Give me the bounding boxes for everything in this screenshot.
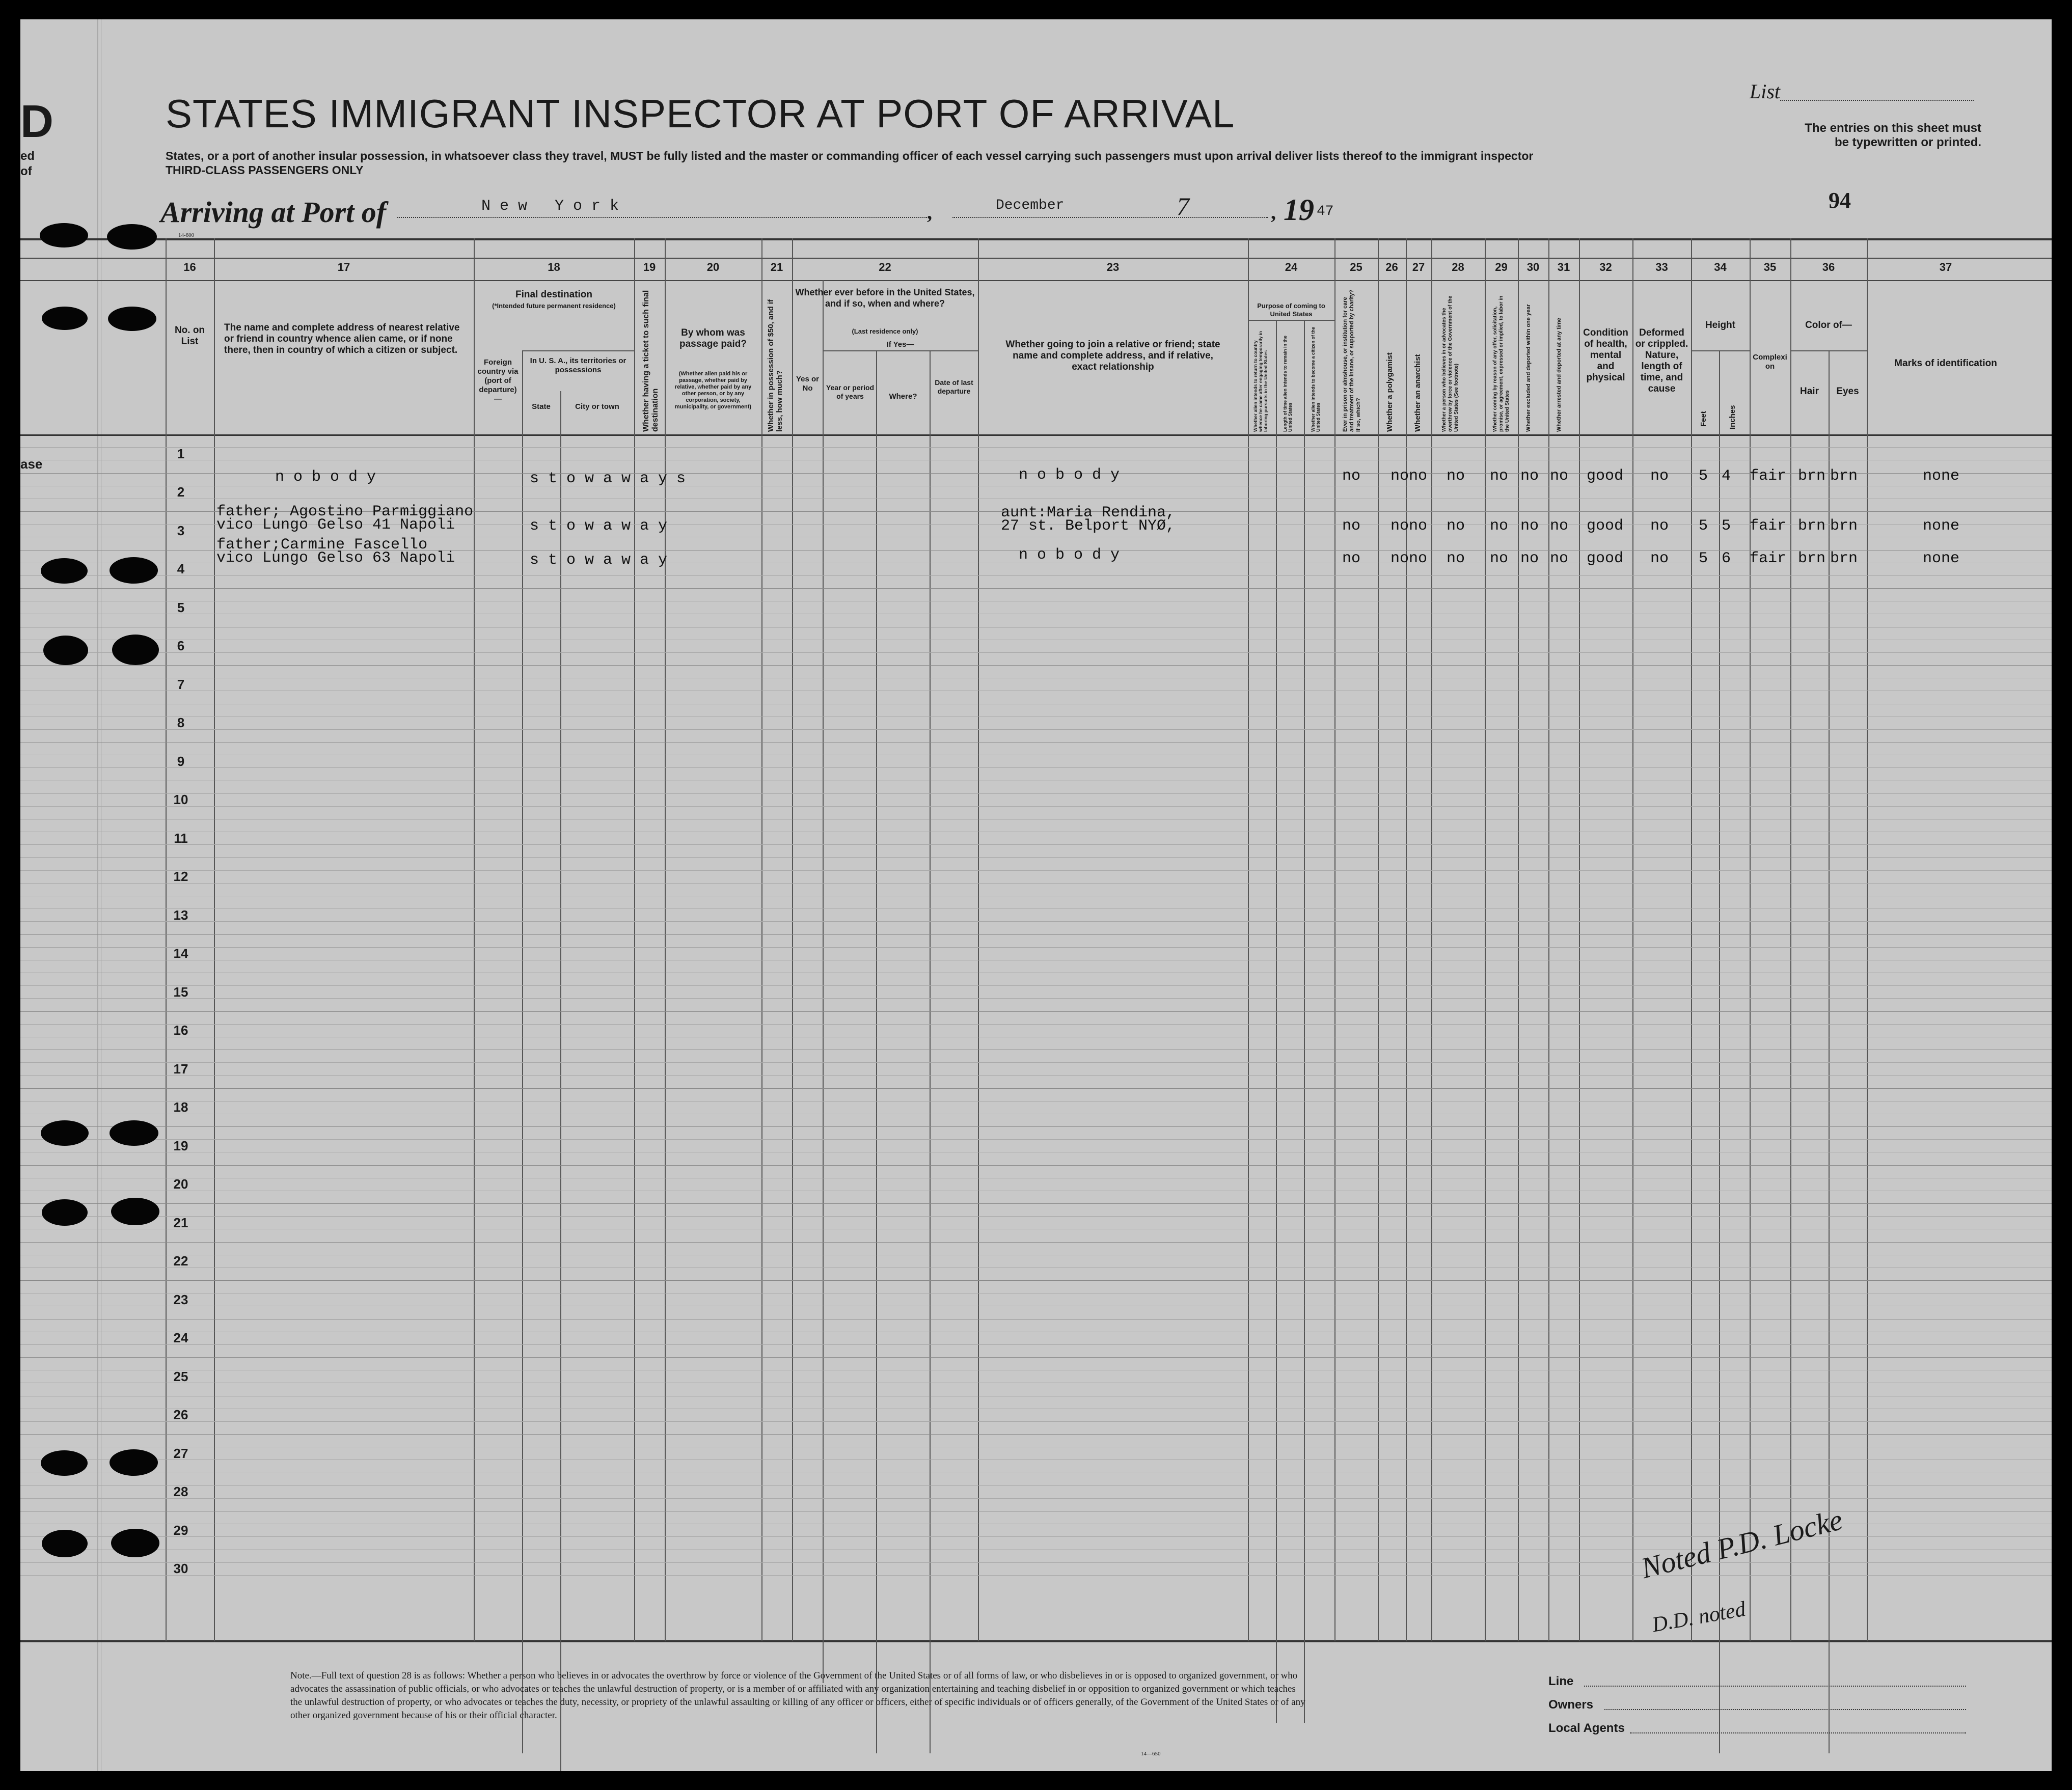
- row-number: 11: [174, 830, 188, 846]
- row-subruling: [20, 1075, 2052, 1076]
- row2-feet: 5: [1699, 517, 1708, 535]
- row2-relative: father; Agostino Parmiggiano: [216, 503, 474, 520]
- row3-feet: 5: [1699, 550, 1708, 567]
- colnum-27: 27: [1412, 261, 1425, 273]
- row1-complexion: fair: [1750, 467, 1787, 485]
- row1-c25: no: [1342, 467, 1361, 485]
- header-date-departure: Date of last departure: [935, 378, 973, 395]
- row-subruling: [20, 447, 2052, 448]
- row2-join-address: 27 st. Belport NYØ,: [1001, 517, 1176, 535]
- colnum-34: 34: [1714, 261, 1727, 273]
- row3-c25: no: [1342, 550, 1361, 567]
- row3-c28: no: [1447, 550, 1465, 567]
- local-agents-field: [1630, 1732, 1966, 1733]
- col-line: [1334, 238, 1335, 1641]
- row-number: 30: [173, 1561, 188, 1577]
- row1-health: good: [1587, 467, 1624, 485]
- punch-hole: [112, 635, 159, 665]
- row-subruling: [20, 652, 2052, 653]
- owners-field: [1604, 1709, 1966, 1710]
- header-offer-labor: Whether coming by reason of any offer, solicitation, promise, or agreement, expressed or implied, to labor in the United States: [1492, 295, 1510, 432]
- punch-hole: [41, 1120, 89, 1146]
- table-top-rule: [20, 238, 2052, 240]
- row1-c31: no: [1550, 467, 1569, 485]
- col-line: [1406, 238, 1407, 1641]
- row3-complexion: fair: [1750, 550, 1787, 567]
- column-head-top-rule: [20, 280, 2052, 281]
- col-line: [1431, 238, 1432, 1641]
- port-value: N e w Y o r k: [481, 198, 619, 215]
- row2-c25: no: [1342, 517, 1361, 535]
- row1-eyes: brn: [1830, 467, 1858, 485]
- entries-note-line-1: The entries on this sheet must: [1805, 121, 1981, 135]
- header-height: Height: [1705, 320, 1736, 331]
- header-purpose-a: Whether alien intends to return to country whence he came after engaging temporarily in laboring pursuits in the United States: [1253, 331, 1268, 432]
- row1-c29: no: [1490, 467, 1509, 485]
- header-by-whom: By whom was passage paid?: [679, 327, 747, 349]
- row1-destination: s t o w a w a y s: [530, 470, 686, 487]
- row2-deformed: no: [1650, 517, 1669, 535]
- header-subline-2: THIRD-CLASS PASSENGERS ONLY: [166, 163, 364, 177]
- row-number: 6: [177, 638, 185, 654]
- row2-relative-address: vico Lungo Gelso 41 Napoli: [216, 516, 455, 534]
- month-value: December: [996, 198, 1065, 213]
- header-inches: Inches: [1728, 405, 1737, 429]
- row-number: 12: [173, 869, 188, 885]
- header-ever-before: Whether ever before in the United States, and if so, when and where?: [795, 287, 975, 309]
- row-subruling: [20, 844, 2052, 845]
- row-number: 24: [173, 1330, 188, 1346]
- row2-c26: nono: [1391, 517, 1428, 535]
- punch-hole: [110, 1120, 158, 1146]
- row3-c30: no: [1520, 550, 1539, 567]
- row-subruling: [20, 729, 2052, 730]
- colnum-17: 17: [337, 261, 350, 273]
- row3-deformed: no: [1650, 550, 1669, 567]
- c36-sub-rule: [1790, 350, 1867, 351]
- header-hair: Hair: [1800, 386, 1819, 397]
- row-subruling: [20, 947, 2052, 948]
- manifest-table: [20, 238, 2052, 1649]
- row-subruling: [20, 870, 2052, 871]
- header-complexion: Complexion: [1753, 353, 1787, 371]
- row-ruling: [20, 1126, 2052, 1127]
- row-number: 7: [177, 676, 185, 692]
- colnum-36: 36: [1822, 261, 1835, 273]
- row-number: 4: [177, 561, 185, 577]
- row3-c31: no: [1550, 550, 1569, 567]
- c18-sub-rule: [522, 350, 634, 351]
- punch-hole: [42, 1530, 88, 1557]
- year-prefix: 19: [1284, 193, 1314, 227]
- colnum-24: 24: [1285, 261, 1298, 273]
- row1-c28: no: [1447, 467, 1465, 485]
- row-number: 8: [177, 715, 185, 731]
- row-number: 25: [173, 1368, 188, 1384]
- header-feet: Feet: [1699, 411, 1708, 427]
- header-color-of: Color of—: [1805, 320, 1852, 331]
- row1-relative: n o b o d y: [275, 469, 376, 486]
- row1-marks: none: [1923, 467, 1960, 485]
- row-subruling: [20, 767, 2052, 768]
- punch-hole: [110, 1449, 158, 1476]
- row-number: 27: [173, 1445, 188, 1461]
- col-line: [1518, 238, 1519, 1641]
- day-value: 7: [1177, 192, 1189, 221]
- row3-hair: brn: [1798, 550, 1826, 567]
- row-number: 19: [173, 1138, 188, 1153]
- row-number: 5: [177, 599, 185, 615]
- header-bottom-rule: [20, 434, 2052, 436]
- row-subruling: [20, 1344, 2052, 1345]
- row-subruling: [20, 1139, 2052, 1140]
- owners-label: Owners: [1548, 1698, 1594, 1712]
- row-number: 22: [173, 1253, 188, 1269]
- row-ruling: [20, 1165, 2052, 1166]
- col-line: [1867, 238, 1868, 1641]
- row-number: 21: [173, 1215, 188, 1230]
- header-50-dollars: Whether in possession of $50, and if less, how much?: [767, 299, 784, 432]
- punch-hole: [111, 1529, 159, 1557]
- date-comma: ,: [1271, 201, 1276, 224]
- row2-c30: no: [1520, 517, 1539, 535]
- row-ruling: [20, 1242, 2052, 1243]
- header-no-on-list: No. on List: [174, 325, 205, 347]
- date-line: [952, 217, 1268, 218]
- colnum-35: 35: [1763, 261, 1777, 273]
- row-number: 15: [173, 984, 188, 1000]
- row2-complexion: fair: [1750, 517, 1787, 535]
- c34-sub-rule: [1691, 350, 1750, 351]
- page-number: 94: [1829, 188, 1851, 213]
- line-label: Line: [1548, 1674, 1574, 1688]
- punch-hole: [41, 1450, 88, 1476]
- row-subruling: [20, 1575, 2052, 1576]
- header-year-period: Year or period of years: [826, 383, 875, 400]
- col-line: [665, 238, 666, 1641]
- column-number-rule: [20, 258, 2052, 259]
- col-line: [930, 350, 931, 1753]
- arriving-label: Arriving at Port of: [160, 196, 387, 229]
- row-number: 23: [173, 1291, 188, 1307]
- punch-hole: [42, 307, 88, 330]
- header-ticket: Whether having a ticket to such final destination: [642, 290, 660, 432]
- row-number: 2: [177, 484, 185, 500]
- port-line: [397, 217, 927, 218]
- row-ruling: [20, 1088, 2052, 1089]
- row2-hair: brn: [1798, 517, 1826, 535]
- form-number: 14—650: [1141, 1751, 1161, 1757]
- row-number: 29: [173, 1522, 188, 1538]
- row2-c28: no: [1447, 517, 1465, 535]
- row3-marks: none: [1923, 550, 1960, 567]
- row3-relative: father;Carmine Fascello: [216, 536, 428, 554]
- row-ruling: [20, 1434, 2052, 1435]
- header-overthrow: Whether a person who believes in or advocates the overthrow by force or violence of the Government of the United States (See footnote): [1441, 295, 1459, 432]
- row-subruling: [20, 1459, 2052, 1460]
- col-line: [1790, 238, 1791, 1641]
- entries-note-line-2: be typewritten or printed.: [1834, 135, 1981, 149]
- row-subruling: [20, 1024, 2052, 1025]
- row-subruling: [20, 883, 2052, 884]
- row-number: 17: [173, 1061, 188, 1077]
- row-subruling: [20, 1421, 2052, 1422]
- manifest-sheet: [20, 19, 2052, 1771]
- col-line: [1276, 320, 1277, 1723]
- row-ruling: [20, 1280, 2052, 1281]
- header-if-yes: If Yes—: [886, 340, 914, 349]
- row-number: 26: [173, 1407, 188, 1423]
- row-subruling: [20, 1562, 2052, 1563]
- colnum-28: 28: [1452, 261, 1464, 273]
- corner-ref: 14-600: [178, 232, 195, 238]
- row3-destination: s t o w a w a y: [530, 552, 668, 569]
- left-edge-letter: D: [20, 96, 53, 147]
- row3-inches: 6: [1722, 550, 1731, 567]
- row-number: 16: [173, 1023, 188, 1038]
- header-state: State: [532, 402, 551, 411]
- row-subruling: [20, 1216, 2052, 1217]
- punch-hole: [107, 224, 157, 250]
- row-number: 10: [173, 792, 188, 808]
- col-line: [522, 350, 523, 1753]
- c24-sub-rule: [1248, 320, 1334, 321]
- colnum-18: 18: [548, 261, 560, 273]
- col-line: [978, 238, 979, 1641]
- page-title: STATES IMMIGRANT INSPECTOR AT PORT OF ARRIVAL: [166, 91, 1235, 136]
- col-line: [1579, 238, 1580, 1641]
- left-edge-text-2: of: [20, 164, 32, 178]
- row2-eyes: brn: [1830, 517, 1858, 535]
- handwritten-annotation-2: D.D. noted: [1650, 1597, 1748, 1637]
- row1-inches: 4: [1722, 467, 1731, 485]
- col-line: [560, 391, 561, 1771]
- row-subruling: [20, 921, 2052, 922]
- row1-hair: brn: [1798, 467, 1826, 485]
- header-usa: In U. S. A., its territories or possessions: [530, 356, 626, 374]
- row1-c30: no: [1520, 467, 1539, 485]
- header-eyes: Eyes: [1836, 386, 1859, 397]
- local-agents-label: Local Agents: [1548, 1721, 1625, 1735]
- row-subruling: [20, 1485, 2052, 1486]
- col-line: [1548, 238, 1549, 1641]
- row-subruling: [20, 1498, 2052, 1499]
- punch-hole: [111, 1198, 159, 1225]
- row2-health: good: [1587, 517, 1624, 535]
- entries-note: [1747, 121, 1981, 150]
- header-going-to-join: Whether going to join a relative or friend; state name and complete address, and if relative, exact relationship: [1005, 339, 1220, 372]
- punch-hole: [41, 558, 88, 584]
- punch-hole: [43, 636, 88, 665]
- header-where: Where?: [889, 392, 917, 401]
- row-ruling: [20, 1357, 2052, 1358]
- row3-relative-address: vico Lungo Gelso 63 Napoli: [216, 549, 455, 567]
- col-line: [761, 238, 762, 1641]
- row-number: 14: [173, 946, 188, 961]
- row-number: 1: [177, 446, 185, 461]
- footnote-question-28: Note.—Full text of question 28 is as follows: Whether a person who believes in or advocates the overthrow by force or violence of the Government of the United States or of all forms of law, or who disbelieves in or is opposed to organized government, or who advocates the assassination of public officials, or who advocates or teaches the unlawful destruction of property, or is a member of or affiliated with any organization entertaining and teaching disbelief in or opposition to organized government or which teaches the unlawful destruction of property, or who advocates or teaches the duty, necessity, or propriety of the unlawful assaulting or killing of any officer or officers, either of specific individuals or of officers generally, of the Government of the United States or of any other organized government because of his or their official character.: [290, 1670, 1305, 1721]
- table-bottom-rule: [20, 1640, 2052, 1642]
- col-line: [1248, 238, 1249, 1641]
- col-line: [214, 238, 215, 1641]
- header-city: City or town: [575, 402, 619, 411]
- header-anarchist: Whether an anarchist: [1413, 354, 1422, 432]
- row-subruling: [20, 806, 2052, 807]
- header-deformed: Deformed or crippled. Nature, length of time, and cause: [1635, 327, 1688, 394]
- c22-sub-rule: [823, 350, 978, 351]
- colnum-25: 25: [1350, 261, 1362, 273]
- colnum-21: 21: [770, 261, 783, 273]
- colnum-23: 23: [1106, 261, 1120, 273]
- colnum-22: 22: [879, 261, 891, 273]
- colnum-33: 33: [1655, 261, 1668, 273]
- col-line: [1632, 238, 1633, 1641]
- line-field: [1584, 1686, 1966, 1687]
- row2-c31: no: [1550, 517, 1569, 535]
- header-nearest-relative: The name and complete address of nearest relative or friend in country whence alien came, or if none there, then in country of which a citizen or subject.: [224, 322, 460, 355]
- header-polygamist: Whether a polygamist: [1385, 352, 1394, 432]
- col-line: [634, 238, 635, 1641]
- header-purpose-c: Whether alien intends to become a citizen of the United States: [1311, 326, 1321, 432]
- port-comma: ,: [927, 201, 932, 224]
- col-line: [1485, 238, 1486, 1641]
- row1-feet: 5: [1699, 467, 1708, 485]
- col-line: [1829, 350, 1830, 1753]
- header-health: Condition of health, mental and physical: [1583, 327, 1628, 383]
- colnum-30: 30: [1526, 261, 1540, 273]
- punch-hole: [40, 223, 88, 247]
- row2-marks: none: [1923, 517, 1960, 535]
- row1-join: n o b o d y: [1019, 466, 1120, 484]
- header-purpose-b: Length of time alien intends to remain in the United States: [1283, 335, 1293, 432]
- row2-inches: 5: [1722, 517, 1731, 535]
- header-subline-1: States, or a port of another insular possession, in whatsoever class they travel, MUST be fully listed and the master or commanding officer of each vessel carrying such passengers must upon arrival deliver lists thereof to the immigrant inspector: [166, 149, 1534, 162]
- colnum-37: 37: [1939, 261, 1952, 273]
- list-label: List: [1750, 80, 1781, 103]
- row-subruling: [20, 575, 2052, 576]
- row-subruling: [20, 998, 2052, 999]
- col-line: [876, 350, 877, 1753]
- header-purpose: Purpose of coming to United States: [1257, 302, 1325, 318]
- row3-c29: no: [1490, 550, 1509, 567]
- row-subruling: [20, 985, 2052, 986]
- row-number: 13: [173, 907, 188, 923]
- colnum-31: 31: [1557, 261, 1570, 273]
- header-yes-no: Yes or No: [796, 375, 820, 393]
- colnum-26: 26: [1385, 261, 1398, 273]
- left-margin-text: ase: [20, 456, 43, 472]
- row-subruling: [20, 793, 2052, 794]
- row-subruling: [20, 1062, 2052, 1063]
- row3-c26: nono: [1391, 550, 1428, 567]
- header-final-destination-note: (*Intended future permanent residence): [492, 302, 616, 310]
- header-final-destination: Final destination: [515, 289, 592, 300]
- header-marks: Marks of identification: [1894, 358, 1997, 369]
- row-ruling: [20, 1011, 2052, 1012]
- col-line: [792, 238, 793, 1641]
- row-ruling: [20, 934, 2052, 935]
- row-subruling: [20, 908, 2052, 909]
- row1-c26: nono: [1391, 467, 1428, 485]
- left-edge-text-1: ed: [20, 149, 35, 163]
- header-excluded: Whether excluded and deported within one year: [1525, 304, 1532, 432]
- colnum-16: 16: [183, 261, 196, 273]
- punch-hole: [42, 1199, 88, 1226]
- col-line: [474, 238, 475, 1641]
- colnum-20: 20: [706, 261, 720, 273]
- col-line: [1750, 238, 1751, 1641]
- colnum-19: 19: [643, 261, 656, 273]
- header-by-whom-note: (Whether alien paid his or passage, whether paid by relative, whether paid by any other person, or by any corporation, society, municipality, or government): [674, 371, 752, 410]
- row-ruling: [20, 588, 2052, 589]
- row-number: 28: [173, 1484, 188, 1500]
- colnum-29: 29: [1495, 261, 1508, 273]
- row2-destination: s t o w a w a y: [530, 517, 668, 535]
- row1-deformed: no: [1650, 467, 1669, 485]
- row-ruling: [20, 665, 2052, 666]
- colnum-32: 32: [1599, 261, 1612, 273]
- col-line: [1378, 238, 1379, 1641]
- row3-health: good: [1587, 550, 1624, 567]
- handwritten-annotation-1: Noted P.D. Locke: [1638, 1503, 1846, 1585]
- col-line: [1304, 320, 1305, 1723]
- list-number-line: [1780, 100, 1974, 101]
- col-line: [1691, 238, 1692, 1641]
- row-number: 3: [177, 522, 185, 538]
- row3-eyes: brn: [1830, 550, 1858, 567]
- year-suffix: 47: [1317, 204, 1334, 219]
- row2-c29: no: [1490, 517, 1509, 535]
- header-foreign-country: Foreign country via (port of departure)—: [477, 358, 519, 403]
- row-number: 18: [173, 1099, 188, 1115]
- punch-hole: [108, 307, 156, 331]
- punch-hole: [110, 557, 158, 584]
- header-arrested: Whether arrested and deported at any time: [1556, 318, 1562, 432]
- row-number: 20: [173, 1176, 188, 1192]
- row3-join: n o b o d y: [1019, 546, 1120, 564]
- header-ever-before-note: (Last residence only): [852, 327, 918, 335]
- row-number: 9: [177, 753, 185, 769]
- row-ruling: [20, 1203, 2052, 1204]
- row2-join: aunt:Maria Rendina,: [1001, 504, 1176, 521]
- header-prison: Ever in prison or almshouse, or institution for care and treatment of the insane, or supported by charity? If so, which?: [1342, 289, 1361, 432]
